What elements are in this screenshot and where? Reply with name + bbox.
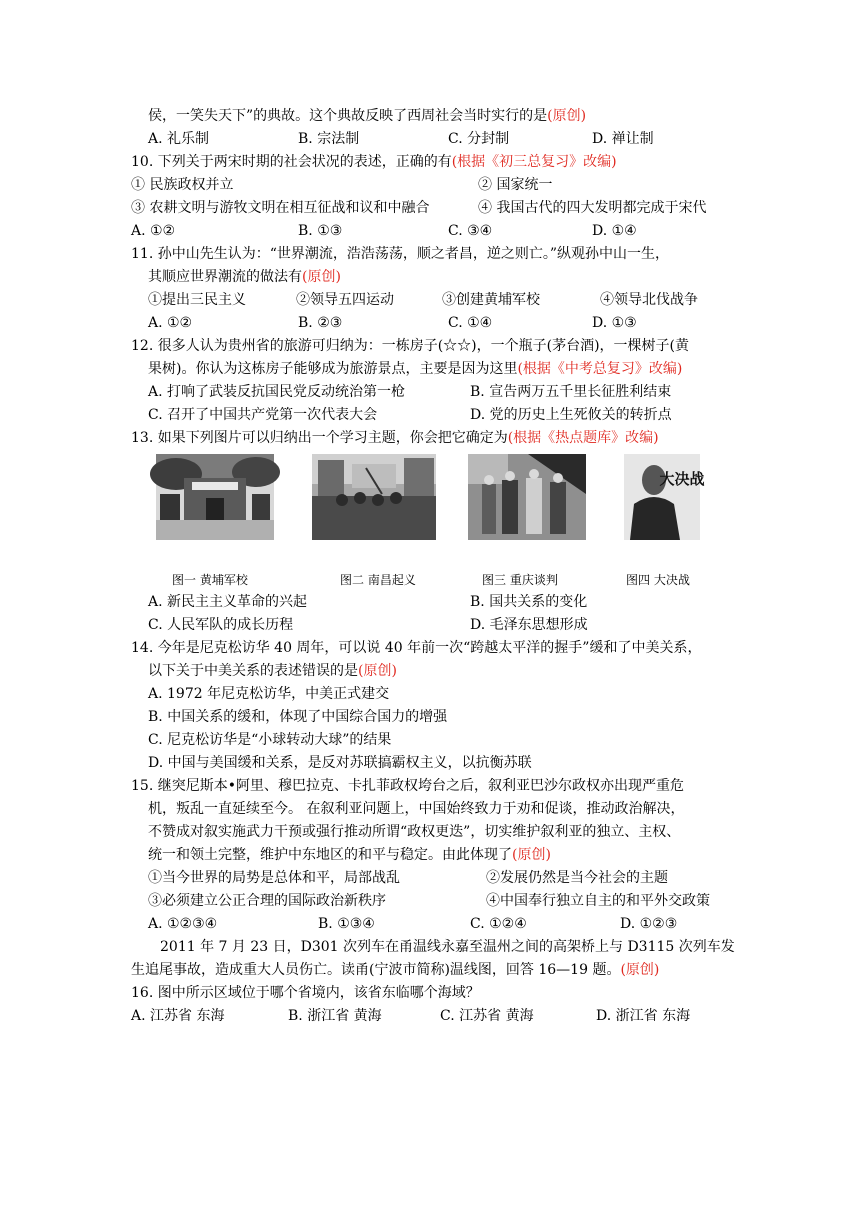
q15-stem-3: 不赞成对叙实施武力干预或强行推动所谓“政权更迭”，切实维护叙利亚的独立、主权、: [148, 824, 681, 840]
q14-stem-text: 以下关于中美关系的表述错误的是: [148, 663, 358, 679]
passage-16-19: 2011 年 7 月 23 日，D301 次列车在甬温线永嘉至温州之间的高架桥上与 D3115 次列车发: [160, 939, 735, 955]
q15-option-a[interactable]: A. ①②③④: [148, 916, 218, 932]
photo-nanchang-uprising: [312, 454, 436, 540]
q14-option-c[interactable]: C. 尼克松访华是“小球转动大球”的结果: [148, 732, 392, 748]
q15-option-b[interactable]: B. ①③④: [318, 916, 375, 932]
q13-option-d[interactable]: D. 毛泽东思想形成: [470, 617, 588, 633]
q10-item-4: ④ 我国古代的四大发明都完成于宋代: [478, 200, 707, 216]
q14-stem: 14. 今年是尼克松访华 40 周年，可以说 40 年前一次“跨越太平洋的握手”缓和了中美关系，: [131, 640, 702, 656]
photo-whampoa-academy: [156, 454, 274, 540]
q15-item-3: ③必须建立公正合理的国际政治新秩序: [148, 893, 386, 909]
q15-option-c[interactable]: C. ①②④: [470, 916, 527, 932]
q11-option-c[interactable]: C. ①④: [448, 315, 493, 331]
q11-item-2: ②领导五四运动: [296, 292, 394, 308]
q13-option-c[interactable]: C. 人民军队的成长历程: [148, 617, 294, 633]
q13-option-b[interactable]: B. 国共关系的变化: [470, 594, 588, 610]
photo-great-battle-poster: [624, 454, 705, 540]
q11-stem-2: [148, 267, 341, 287]
q15-stem-text: 统一和领土完整，维护中东地区的和平与稳定。由此体现了: [148, 847, 512, 863]
photo-whampoa-academy-graphic: [156, 454, 274, 540]
q12-option-c[interactable]: C. 召开了中国共产党第一次代表大会: [148, 407, 378, 423]
q10-option-c[interactable]: C. ③④: [448, 223, 493, 239]
passage-text: 生追尾事故，造成重大人员伤亡。读甬(宁波市简称)温线图，回答 16—19 题。: [131, 962, 621, 978]
q16-option-b[interactable]: B. 浙江省 黄海: [288, 1008, 382, 1024]
q14-option-a[interactable]: A. 1972 年尼克松访华，中美正式建交: [148, 686, 390, 702]
photo-nanchang-uprising-graphic: [312, 454, 436, 540]
q10-option-b[interactable]: B. ①③: [298, 223, 343, 239]
q16-option-c[interactable]: C. 江苏省 黄海: [440, 1008, 534, 1024]
q16-stem: 16. 图中所示区域位于哪个省境内，该省东临哪个海域？: [131, 985, 480, 1001]
q15-option-d[interactable]: D. ①②③: [620, 916, 678, 932]
q10-item-2: ② 国家统一: [478, 177, 553, 193]
q14-stem-2: [148, 661, 397, 681]
caption-figure-1: 图一 黄埔军校: [172, 573, 248, 587]
passage-source-note: (原创): [620, 962, 660, 978]
q11-item-4: ④领导北伐战争: [600, 292, 698, 308]
q12-stem-text: 果树)。你认为这栋房子能够成为旅游景点，主要是因为这里: [148, 361, 518, 377]
caption-figure-3: 图三 重庆谈判: [482, 573, 558, 587]
poster-title: 大决战: [659, 470, 705, 488]
q11-stem: 11. 孙中山先生认为：“世界潮流，浩浩荡荡，顺之者昌，逆之则亡。”纵观孙中山一生，: [131, 246, 670, 262]
q13-stem: [131, 428, 659, 448]
q15-item-2: ②发展仍然是当今社会的主题: [486, 870, 668, 886]
photo-chongqing-negotiations: [468, 454, 586, 540]
q10-stem-text: 10. 下列关于两宋时期的社会状况的表述，正确的有: [131, 154, 452, 170]
q15-item-1: ①当今世界的局势是总体和平，局部战乱: [148, 870, 400, 886]
q9-source-note: (原创): [547, 108, 587, 124]
q11-stem-text: 其顺应世界潮流的做法有: [148, 269, 302, 285]
q9-option-d[interactable]: D. 禅让制: [592, 131, 654, 147]
q10-option-a[interactable]: A. ①②: [131, 223, 176, 239]
photo-chongqing-negotiations-graphic: [468, 454, 586, 540]
q13-source-note: (根据《热点题库》改编): [507, 430, 659, 446]
q10-item-1: ① 民族政权并立: [131, 177, 234, 193]
q11-item-1: ①提出三民主义: [148, 292, 246, 308]
q10-source-note: (根据《初三总复习》改编): [451, 154, 617, 170]
caption-figure-2: 图二 南昌起义: [340, 573, 416, 587]
q12-stem: 12. 很多人认为贵州省的旅游可归纳为：一栋房子(☆☆)，一个瓶子(茅台酒)，一棵树子(黄: [131, 338, 690, 354]
q11-option-a[interactable]: A. ①②: [148, 315, 193, 331]
q12-source-note: (根据《中考总复习》改编): [517, 361, 683, 377]
q14-option-b[interactable]: B. 中国关系的缓和，体现了中国综合国力的增强: [148, 709, 448, 725]
q15-stem-4: [148, 845, 551, 865]
q13-option-a[interactable]: A. 新民主主义革命的兴起: [148, 594, 308, 610]
q9-stem-text: 侯，一笑失天下”的典故。这个典故反映了西周社会当时实行的是: [148, 108, 548, 124]
q9-option-a[interactable]: A. 礼乐制: [148, 131, 210, 147]
q12-option-b[interactable]: B. 宣告两万五千里长征胜利结束: [470, 384, 672, 400]
q14-source-note: (原创): [358, 663, 397, 679]
q9-option-b[interactable]: B. 宗法制: [298, 131, 360, 147]
q13-stem-text: 13. 如果下列图片可以归纳出一个学习主题，你会把它确定为: [131, 430, 508, 446]
q15-item-4: ④中国奉行独立自主的和平外交政策: [486, 893, 710, 909]
q11-source-note: (原创): [302, 269, 341, 285]
q16-option-a[interactable]: A. 江苏省 东海: [131, 1008, 225, 1024]
q10-stem: [131, 152, 617, 172]
q16-option-d[interactable]: D. 浙江省 东海: [596, 1008, 691, 1024]
q15-stem: 15. 继突尼斯本•阿里、穆巴拉克、卡扎菲政权垮台之后，叙利亚巴沙尔政权亦出现严重危: [131, 778, 684, 794]
q15-stem-2: 机，叛乱一直延续至今。 在叙利亚问题上，中国始终致力于劝和促谈，推动政治解决，: [148, 801, 685, 817]
q10-option-d[interactable]: D. ①④: [592, 223, 637, 239]
q12-stem-2: [148, 359, 682, 379]
q10-item-3: ③ 农耕文明与游牧文明在相互征战和议和中融合: [131, 200, 430, 216]
q11-option-d[interactable]: D. ①③: [592, 315, 637, 331]
photo-great-battle-poster-graphic: [624, 454, 705, 540]
q9-stem-tail: [148, 106, 586, 126]
q9-option-c[interactable]: C. 分封制: [448, 131, 510, 147]
q12-option-d[interactable]: D. 党的历史上生死攸关的转折点: [470, 407, 672, 423]
q14-option-d[interactable]: D. 中国与美国缓和关系，是反对苏联搞霸权主义，以抗衡苏联: [148, 755, 532, 771]
q11-item-3: ③创建黄埔军校: [442, 292, 540, 308]
passage-16-19-line-2: [131, 960, 659, 980]
q11-option-b[interactable]: B. ②③: [298, 315, 343, 331]
q12-option-a[interactable]: A. 打响了武装反抗国民党反动统治第一枪: [148, 384, 406, 400]
caption-figure-4: 图四 大决战: [626, 573, 690, 587]
q15-source-note: (原创): [512, 847, 551, 863]
